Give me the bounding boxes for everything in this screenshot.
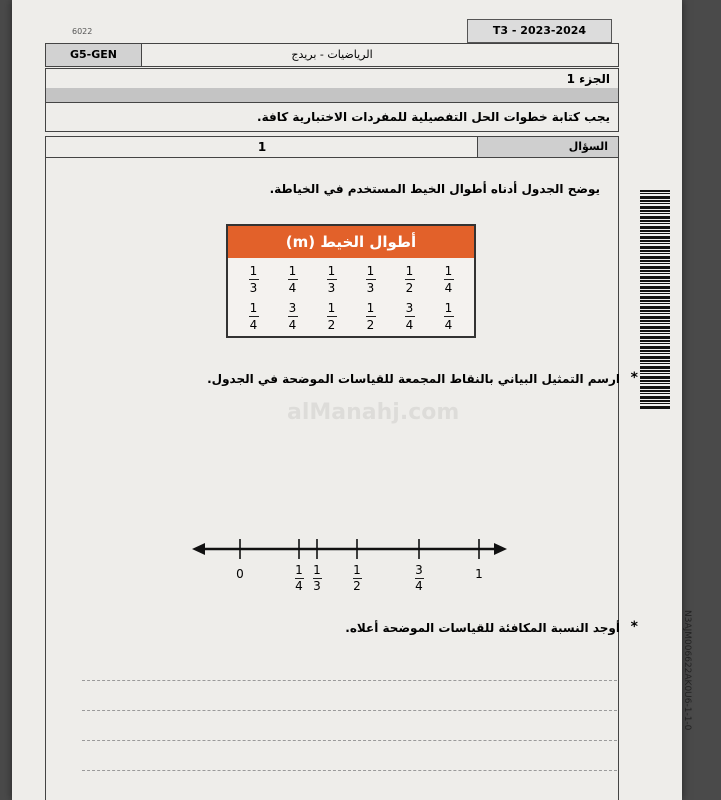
fraction-denominator: 4 <box>249 318 258 332</box>
tick-denominator: 4 <box>295 579 303 593</box>
fraction-numerator: 1 <box>444 301 453 315</box>
tick-label <box>409 564 429 593</box>
fraction-denominator: 4 <box>405 318 414 332</box>
tick-numerator: 3 <box>415 563 423 577</box>
tick-denominator: 3 <box>313 579 321 593</box>
fraction-denominator: 4 <box>288 281 297 295</box>
fraction-denominator: 2 <box>327 318 336 332</box>
fraction-denominator: 4 <box>288 318 297 332</box>
fraction-numerator: 1 <box>327 301 336 315</box>
fraction-denominator: 2 <box>366 318 375 332</box>
fraction-numerator: 1 <box>405 264 414 278</box>
answer-line <box>82 740 617 741</box>
fraction-numerator: 3 <box>288 301 297 315</box>
question-number: 1 <box>257 140 267 154</box>
tick-label <box>307 564 327 593</box>
side-code: N3AJM006622AK0U6-1-1-0 <box>682 610 692 731</box>
fraction-numerator: 1 <box>327 264 336 278</box>
tick-value: 1 <box>475 567 483 581</box>
right-arrow <box>494 543 507 555</box>
tick-label <box>469 568 489 581</box>
fraction-denominator: 3 <box>327 281 336 295</box>
fraction-numerator: 1 <box>444 264 453 278</box>
instructions-text: يجب كتابة خطوات الحل التفصيلية للمفردات الاختبارية كافة. <box>257 110 610 124</box>
part-label: الجزء 1 <box>566 72 610 86</box>
watermark: alManahj.com <box>287 400 460 425</box>
answer-line <box>82 710 617 711</box>
task2-text: أوجد النسبة المكافئة للقياسات الموضحة أعلاه. <box>345 621 620 635</box>
subject-title: الرياضيات - بريدج <box>291 48 373 61</box>
tick-numerator: 1 <box>353 563 361 577</box>
answer-line <box>82 770 617 771</box>
fraction-numerator: 1 <box>249 264 258 278</box>
table-title: أطوال الخيط (m) <box>228 226 474 258</box>
barcode <box>640 190 670 410</box>
course-code: G5-GEN <box>46 44 142 66</box>
tick-numerator: 1 <box>313 563 321 577</box>
tick-value: 0 <box>236 567 244 581</box>
tick-numerator: 1 <box>295 563 303 577</box>
fraction-numerator: 1 <box>249 301 258 315</box>
task1-text: ارسم التمثيل البياني بالنقاط المجمعة للقياسات الموضحة في الجدول. <box>207 372 620 386</box>
question-label: السؤال <box>568 140 608 153</box>
exam-page <box>12 0 682 800</box>
fraction-denominator: 2 <box>405 281 414 295</box>
task1-bullet: * <box>630 370 638 386</box>
tick-label <box>289 564 309 593</box>
exam-year: T3 - 2023-2024 <box>467 19 612 43</box>
question-intro: يوضح الجدول أدناه أطوال الخيط المستخدم في الخياطة. <box>269 182 600 196</box>
answer-line <box>82 680 617 681</box>
fraction-numerator: 1 <box>366 264 375 278</box>
tick-label <box>347 564 367 593</box>
fraction-numerator: 1 <box>366 301 375 315</box>
page-code: 6022 <box>72 27 93 36</box>
fraction-denominator: 4 <box>444 281 453 295</box>
tick-label <box>230 568 250 581</box>
fraction-denominator: 3 <box>366 281 375 295</box>
fraction-numerator: 1 <box>288 264 297 278</box>
fraction-numerator: 3 <box>405 301 414 315</box>
left-arrow <box>192 543 205 555</box>
tick-denominator: 2 <box>353 579 361 593</box>
fraction-denominator: 3 <box>249 281 258 295</box>
task2-bullet: * <box>630 619 638 635</box>
fraction-denominator: 4 <box>444 318 453 332</box>
tick-denominator: 4 <box>415 579 423 593</box>
